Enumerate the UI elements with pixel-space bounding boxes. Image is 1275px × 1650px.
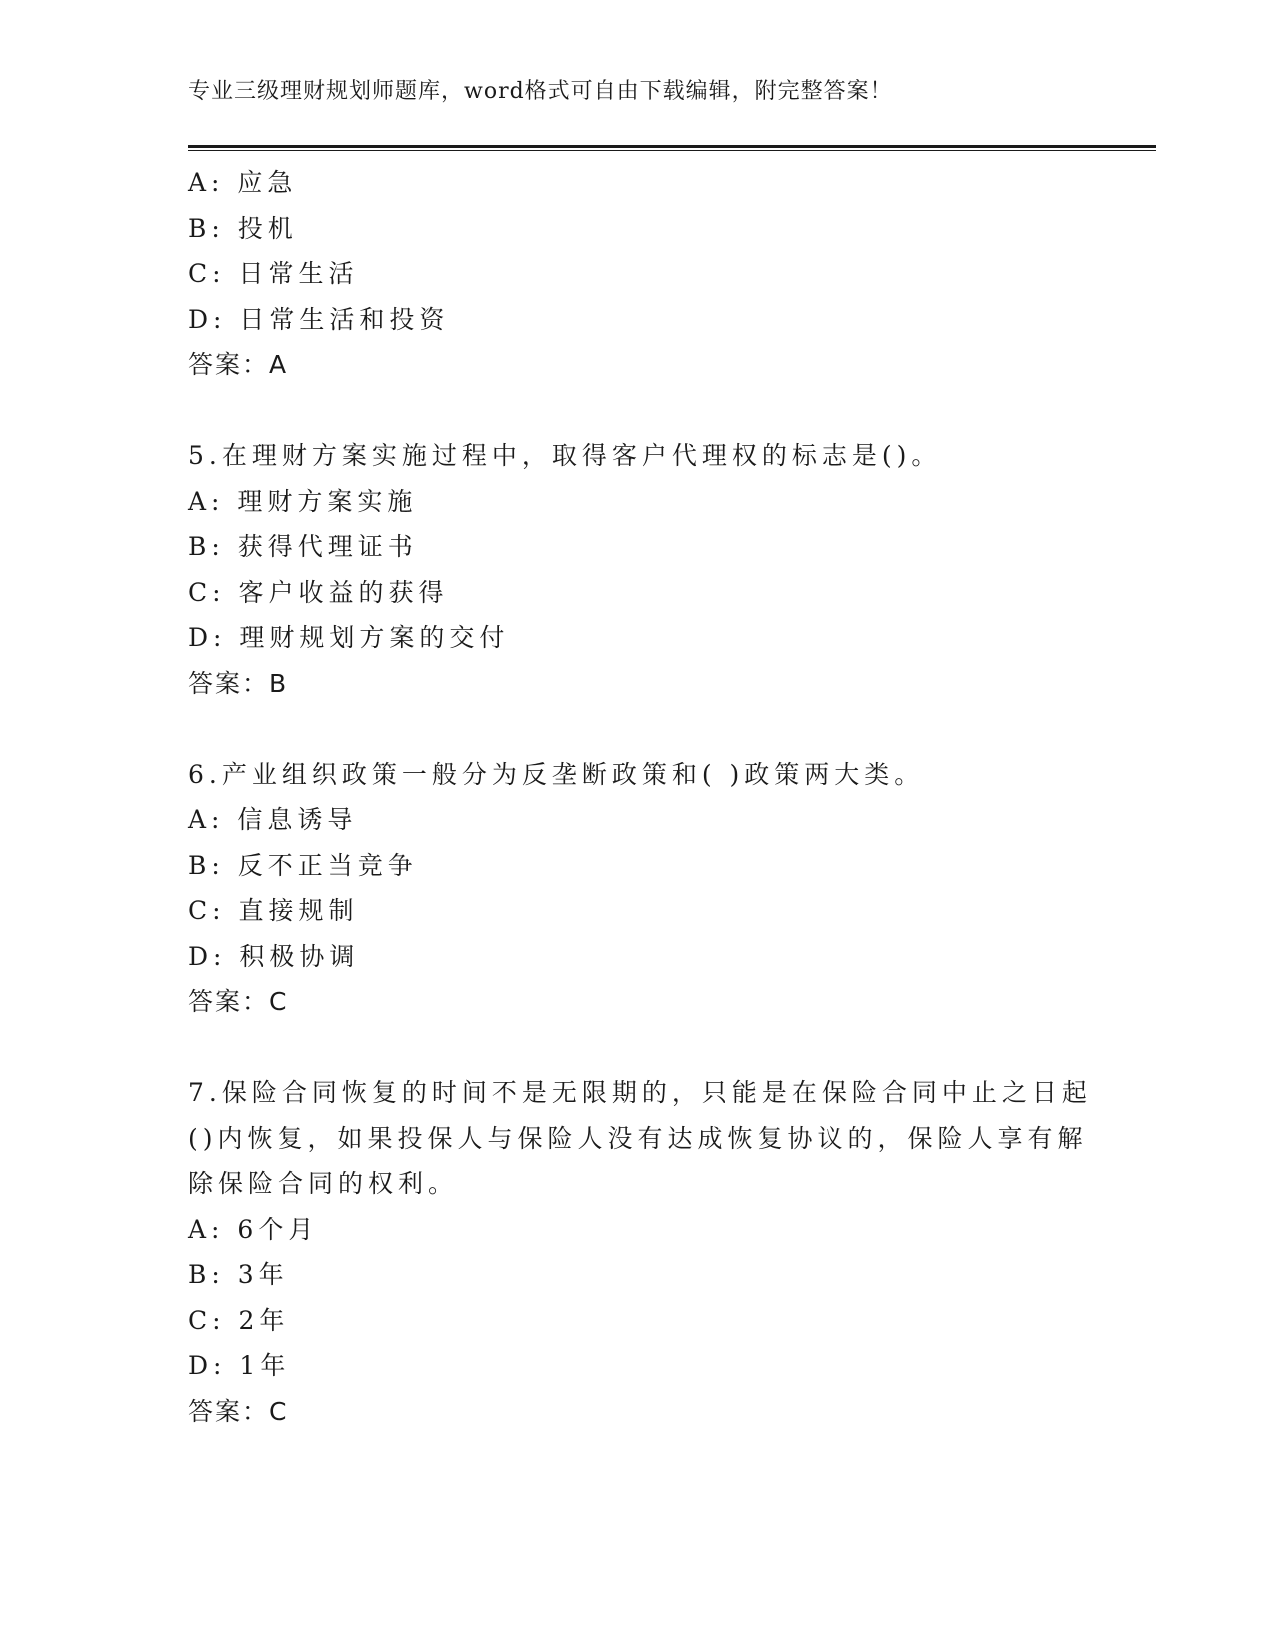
option-c: C: 客户收益的获得 [188,577,449,607]
answer-line: 答案：C [188,1396,289,1426]
question-block-7 [188,1070,1092,1434]
option-b: B: 获得代理证书 [188,532,418,561]
document-body [188,160,1092,1434]
option-d: D: 理财规划方案的交付 [188,623,510,652]
question-text-line: ()内恢复，如果投保人与保险人没有达成恢复协议的，保险人享有解 [188,1123,1088,1153]
page-header: 专业三级理财规划师题库，word格式可自由下载编辑，附完整答案！ [188,79,893,104]
question-block-5 [188,433,1088,706]
question-text: 6.产业组织政策一般分为反垄断政策和( )政策两大类。 [188,759,925,789]
option-a: A: 应急 [188,168,298,197]
question-block-6 [188,752,1088,1025]
question-block-4 [188,160,1088,388]
option-b: B: 反不正当竞争 [188,850,418,880]
question-text-line: 7.保险合同恢复的时间不是无限期的，只能是在保险合同中止之日起 [188,1078,1092,1107]
spacer [188,1025,1088,1071]
option-b: B: 3年 [188,1260,289,1289]
header-rule [188,145,1156,151]
option-b: B: 投机 [188,213,298,243]
option-a: A: 信息诱导 [188,805,358,834]
spacer [188,388,1088,434]
answer-line: 答案：A [188,350,289,379]
answer-line: 答案：C [188,987,289,1016]
question-text [188,1070,1092,1207]
option-d: D: 日常生活和投资 [188,304,450,334]
option-c: C: 日常生活 [188,259,359,288]
option-a: A: 理财方案实施 [188,486,418,516]
option-c: C: 直接规制 [188,896,359,925]
option-d: D: 1年 [188,1351,291,1380]
option-c: C: 2年 [188,1305,290,1335]
answer-line: 答案：B [188,668,289,698]
option-a: A: 6个月 [188,1214,319,1244]
spacer [188,706,1088,752]
question-text: 5.在理财方案实施过程中，取得客户代理权的标志是()。 [188,441,942,470]
option-d: D: 积极协调 [188,941,360,971]
question-text-line: 除保险合同的权利。 [188,1169,459,1198]
